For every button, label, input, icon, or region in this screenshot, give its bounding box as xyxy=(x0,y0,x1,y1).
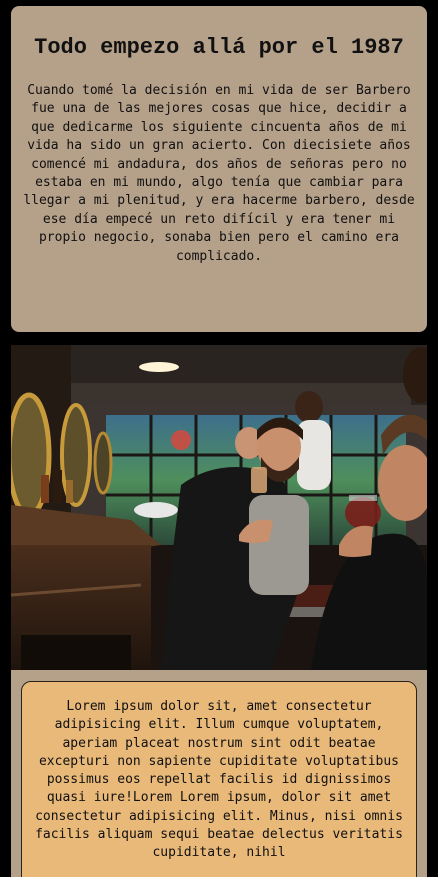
story-title: Todo empezo allá por el 1987 xyxy=(34,35,404,60)
ceiling-light xyxy=(139,362,179,372)
story-text: Cuando tomé la decisión en mi vida de ser Barbero fue una de las mejores cosas que hice, decidir a que dedicarme los siguiente cincuenta años de mi vida ha sido un gran acierto. Con diecisiete años comencé mi andadura, dos años de señoras pero no estaba en mi mundo, algo tenía que cambiar para llegar a mi plenitud, y era hacerme barbero, desde ese día empecé un reto difícil y era tener mi propio negocio, sonaba bien pero el camino era complicado. xyxy=(23,83,415,264)
barbershop-illustration xyxy=(11,345,427,670)
barbershop-photo xyxy=(11,345,427,670)
lorem-text: Lorem ipsum dolor sit, amet consectetur adipisicing elit. Illum cumque voluptatem, aperiam placeat nostrum sint odit beatae excepturi non sapiente cupiditate voluptatibus possimus eos repellat facilis id dignissimos quasi iure!Lorem Lorem ipsum, dolor sit amet consectetur adipisicing elit. Minus, nisi omnis facilis aliquam sequi beatae delectus veritatis cupiditate, nihil xyxy=(35,699,403,861)
story-card xyxy=(11,6,427,332)
lorem-card xyxy=(21,681,417,877)
